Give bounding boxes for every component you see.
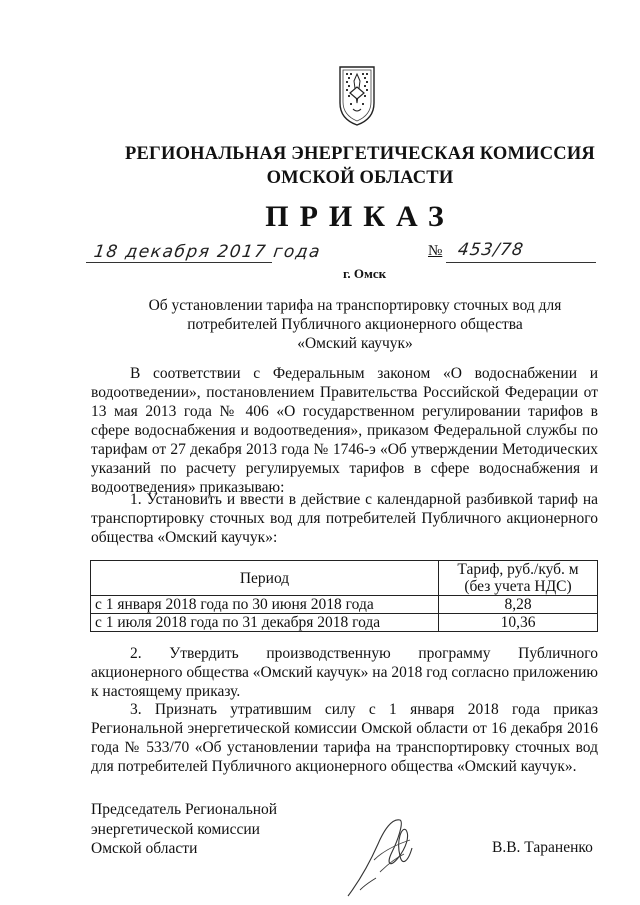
table-row	[91, 614, 598, 632]
item1-paragraph	[91, 490, 598, 547]
organization-name-line2: ОМСКОЙ ОБЛАСТИ	[266, 168, 454, 188]
preamble-paragraph	[91, 364, 598, 497]
order-subject	[60, 296, 640, 353]
subject-line2: потребителей Публичного акционерного общества	[187, 316, 523, 333]
row-period: с 1 января 2018 года по 30 июня 2018 года	[91, 596, 439, 614]
handwritten-signature	[340, 800, 450, 900]
coat-of-arms-emblem	[337, 63, 377, 127]
subject-line1: Об установлении тарифа на транспортировку сточных вод для	[148, 297, 562, 314]
date-underline	[86, 262, 272, 263]
signatory-line3: Омской области	[91, 840, 198, 857]
document-type-title: ПРИКАЗ	[265, 200, 455, 233]
header-period: Период	[91, 561, 439, 596]
signer-name: В.В. Тараненко	[492, 839, 593, 856]
row-price: 8,28	[439, 596, 598, 614]
row-price: 10,36	[439, 614, 598, 632]
organization-name-line1: РЕГИОНАЛЬНАЯ ЭНЕРГЕТИЧЕСКАЯ КОМИССИЯ	[124, 144, 595, 164]
item2-text: 2. Утвердить производственную программу Публичного акционерного общества «Омский каучук» на 2018 год согласно приложению к настоящему приказу.	[91, 645, 598, 700]
handwritten-date: 18 декабря 2017 года	[92, 242, 323, 262]
city-label: г. Омск	[343, 266, 387, 281]
row-period: с 1 июля 2018 года по 31 декабря 2018 года	[91, 614, 439, 632]
tariff-table	[90, 560, 598, 632]
subject-line3: «Омский каучук»	[297, 335, 413, 352]
header-price-line1: Тариф, руб./куб. м	[457, 561, 579, 578]
signatory-line2: энергетической комиссии	[91, 820, 260, 838]
table-row	[91, 596, 598, 614]
header-price-line2: (без учета НДС)	[464, 578, 572, 595]
item1-text: 1. Установить и ввести в действие с календарной разбивкой тариф на транспортировку сточных вод для потребителей Публичного акционерного общества «Омский каучук»:	[91, 491, 598, 546]
number-sign: №	[428, 243, 443, 259]
item3-paragraph	[91, 700, 598, 776]
preamble-text: В соответствии с Федеральным законом «О водоснабжении и водоотведении», постановлением Правительства Российской Федерации от 13 мая 2013 года № 406 «О государственном регулировании тарифов в сфере водоснабжения и водоотведения», приказом Федеральной службы по тарифам от 27 декабря 2013 года № 1746-э «Об утверждении Методических указаний по расчету регулируемых тарифов в сфере водоснабжения и водоотведения» приказываю:	[91, 365, 598, 496]
handwritten-number: 453/78	[456, 240, 526, 260]
header-price	[439, 561, 598, 596]
signatory-title	[91, 800, 277, 859]
table-header-row	[91, 561, 598, 596]
item2-paragraph	[91, 644, 598, 701]
signatory-line1: Председатель Региональной	[91, 801, 278, 818]
number-underline	[446, 262, 596, 263]
item3-text: 3. Признать утратившим силу с 1 января 2018 года приказ Региональной энергетической комиссии Омской области от 16 декабря 2016 года № 533/70 «Об установлении тарифа на транспортировку сточных вод для потребителей Публичного акционерного общества «Омский каучук».	[91, 701, 598, 775]
